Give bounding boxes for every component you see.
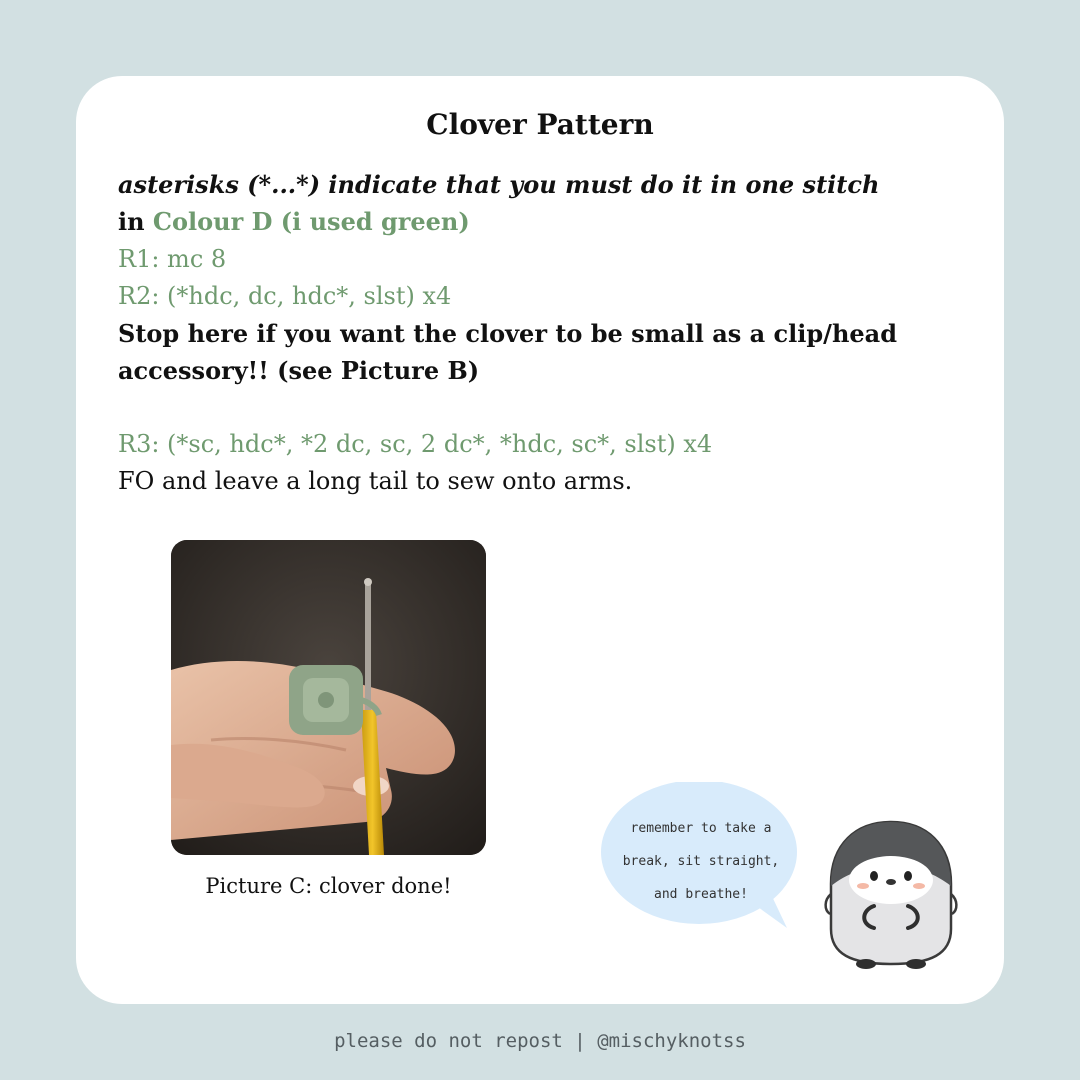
round-2: R2: (*hdc, dc, hdc*, slst) x4 [118,282,452,310]
bubble-line-3: and breathe! [654,887,748,902]
round-3: R3: (*sc, hdc*, *2 dc, sc, 2 dc*, *hdc, sc*, slst) x4 [118,430,713,458]
finish-off-note: FO and leave a long tail to sew onto arms. [118,467,633,495]
asterisk-note: asterisks (*...*) indicate that you must do it in one stitch [118,170,880,199]
penguin-mascot-icon [816,814,966,974]
bubble-line-1: remember to take a [630,821,772,836]
spacer [118,389,938,426]
bubble-message [601,812,801,911]
page-title: Clover Pattern [426,108,654,141]
colour-line [118,203,938,241]
speech-bubble [601,782,801,942]
pattern-instructions [118,166,938,500]
footer-credit: please do not repost | @mischyknotss [334,1030,746,1052]
bubble-line-2: break, sit straight, [622,854,780,869]
stop-note-line-2: accessory!! (see Picture B) [118,356,480,385]
picture-caption: Picture C: clover done! [205,874,452,898]
pattern-card [76,76,1004,1004]
colour-prefix: in [118,207,153,236]
stop-note-line-1: Stop here if you want the clover to be small as a clip/head [118,319,897,348]
clover-photo [171,540,486,855]
round-1: R1: mc 8 [118,245,227,273]
colour-name: Colour D (i used green) [152,207,470,236]
